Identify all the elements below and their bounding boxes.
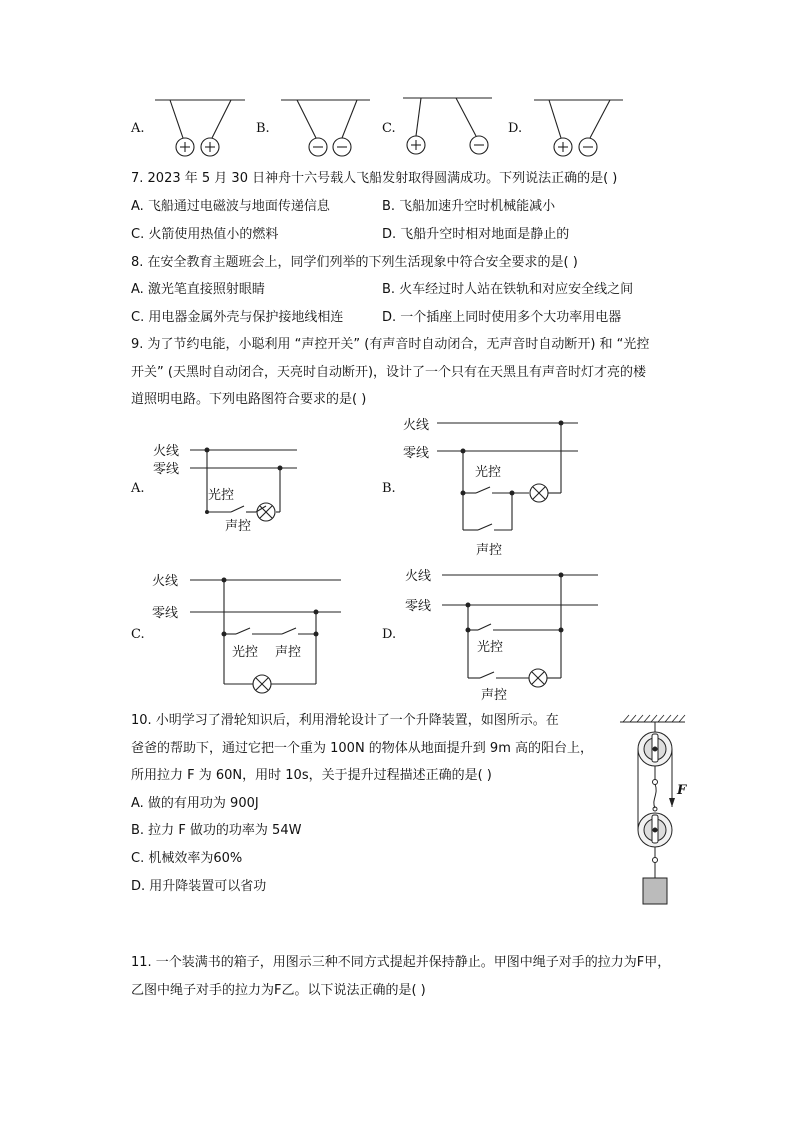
- q9-circuit-d: [442, 575, 598, 687]
- q6-diagram-b: [281, 100, 370, 156]
- q9-c-neutral-label: 零线: [152, 606, 179, 621]
- q6-diagram-c: [403, 98, 492, 154]
- q11-stem-line-1: 11. 一个装满书的箱子，用图示三种不同方式提起并保持静止。甲图中绳子对手的拉力为F甲，: [131, 955, 671, 970]
- q6-diagram-a: [155, 100, 245, 156]
- q6-diagrams: [0, 0, 794, 170]
- q9-circuit-diagrams: [0, 410, 794, 710]
- q9-d-sound-label: 声控: [481, 688, 508, 703]
- q9-c-light-label: 光控: [232, 645, 259, 660]
- q9-a-sound-label: 声控: [225, 519, 252, 534]
- q7-option-b: B. 飞船加速升空时机械能减小: [382, 199, 556, 214]
- q9-circuit-b: [437, 423, 578, 530]
- q6-option-b-label: B.: [256, 121, 270, 136]
- q8-option-b: B. 火车经过时人站在铁轨和对应安全线之间: [382, 282, 634, 297]
- q9-d-neutral-label: 零线: [405, 599, 432, 614]
- q8-option-a: A. 激光笔直接照射眼睛: [131, 282, 265, 297]
- q11-stem-line-2: 乙图中绳子对手的拉力为F乙。以下说法正确的是( ): [131, 983, 426, 998]
- q10-option-a: A. 做的有用功为 900J: [131, 796, 259, 811]
- q8-stem: 8. 在安全教育主题班会上，同学们列举的下列生活现象中符合安全要求的是( ): [131, 255, 578, 270]
- q9-a-light-label: 光控: [208, 488, 235, 503]
- q10-stem-line-3: 所用拉力 F 为 60N，用时 10s，关于提升过程描述正确的是( ): [131, 768, 492, 783]
- q7-option-d: D. 飞船升空时相对地面是静止的: [382, 227, 570, 242]
- q10-option-b: B. 拉力 F 做功的功率为 54W: [131, 823, 302, 838]
- q9-stem-line-1: 9. 为了节约电能，小聪利用 “声控开关” (有声音时自动闭合，无声音时自动断开) 和 “光控: [131, 337, 650, 352]
- q8-option-d: D. 一个插座上同时使用多个大功率用电器: [382, 310, 622, 325]
- q6-option-c-label: C.: [382, 121, 396, 136]
- q10-stem-line-2: 爸爸的帮助下，通过它把一个重为 100N 的物体从地面提升到 9m 高的阳台上，: [131, 741, 594, 756]
- q9-option-b-label: B.: [382, 481, 396, 496]
- q9-a-live-label: 火线: [153, 444, 180, 459]
- q10-option-d: D. 用升降装置可以省功: [131, 879, 267, 894]
- q9-option-a-label: A.: [131, 481, 145, 496]
- q10-option-c: C. 机械效率为60%: [131, 851, 243, 866]
- q9-c-live-label: 火线: [152, 574, 179, 589]
- q9-c-sound-label: 声控: [275, 645, 302, 660]
- q10-force-label: F: [677, 783, 687, 798]
- q10-stem-line-1: 10. 小明学习了滑轮知识后，利用滑轮设计了一个升降装置，如图所示。在: [131, 713, 559, 728]
- q7-stem: 7. 2023 年 5 月 30 日神舟十六号载人飞船发射取得圆满成功。下列说法正确的是( ): [131, 171, 618, 186]
- q9-stem-line-2: 开关” (天黑时自动闭合，天亮时自动断开)，设计了一个只有在天黑且有声音时灯才亮的楼: [131, 365, 647, 380]
- q8-option-c: C. 用电器金属外壳与保护接地线相连: [131, 310, 344, 325]
- q7-option-c: C. 火箭使用热值小的燃料: [131, 227, 279, 242]
- q9-d-live-label: 火线: [405, 569, 432, 584]
- q9-junction-dots: [205, 421, 564, 637]
- q9-d-light-label: 光控: [477, 640, 504, 655]
- q10-pulley-figure: [615, 712, 695, 908]
- q9-option-c-label: C.: [131, 627, 145, 642]
- q9-b-neutral-label: 零线: [403, 446, 430, 461]
- q9-b-sound-label: 声控: [476, 543, 503, 558]
- q9-b-live-label: 火线: [403, 418, 430, 433]
- q9-stem-line-3: 道照明电路。下列电路图符合要求的是( ): [131, 392, 367, 407]
- q7-option-a: A. 飞船通过电磁波与地面传递信息: [131, 199, 330, 214]
- q6-diagram-d: [534, 100, 623, 156]
- q9-a-neutral-label: 零线: [153, 462, 180, 477]
- q6-option-d-label: D.: [508, 121, 523, 136]
- q9-circuit-c: [190, 580, 341, 693]
- q6-option-a-label: A.: [131, 121, 145, 136]
- q9-b-light-label: 光控: [475, 465, 502, 480]
- q9-option-d-label: D.: [382, 627, 397, 642]
